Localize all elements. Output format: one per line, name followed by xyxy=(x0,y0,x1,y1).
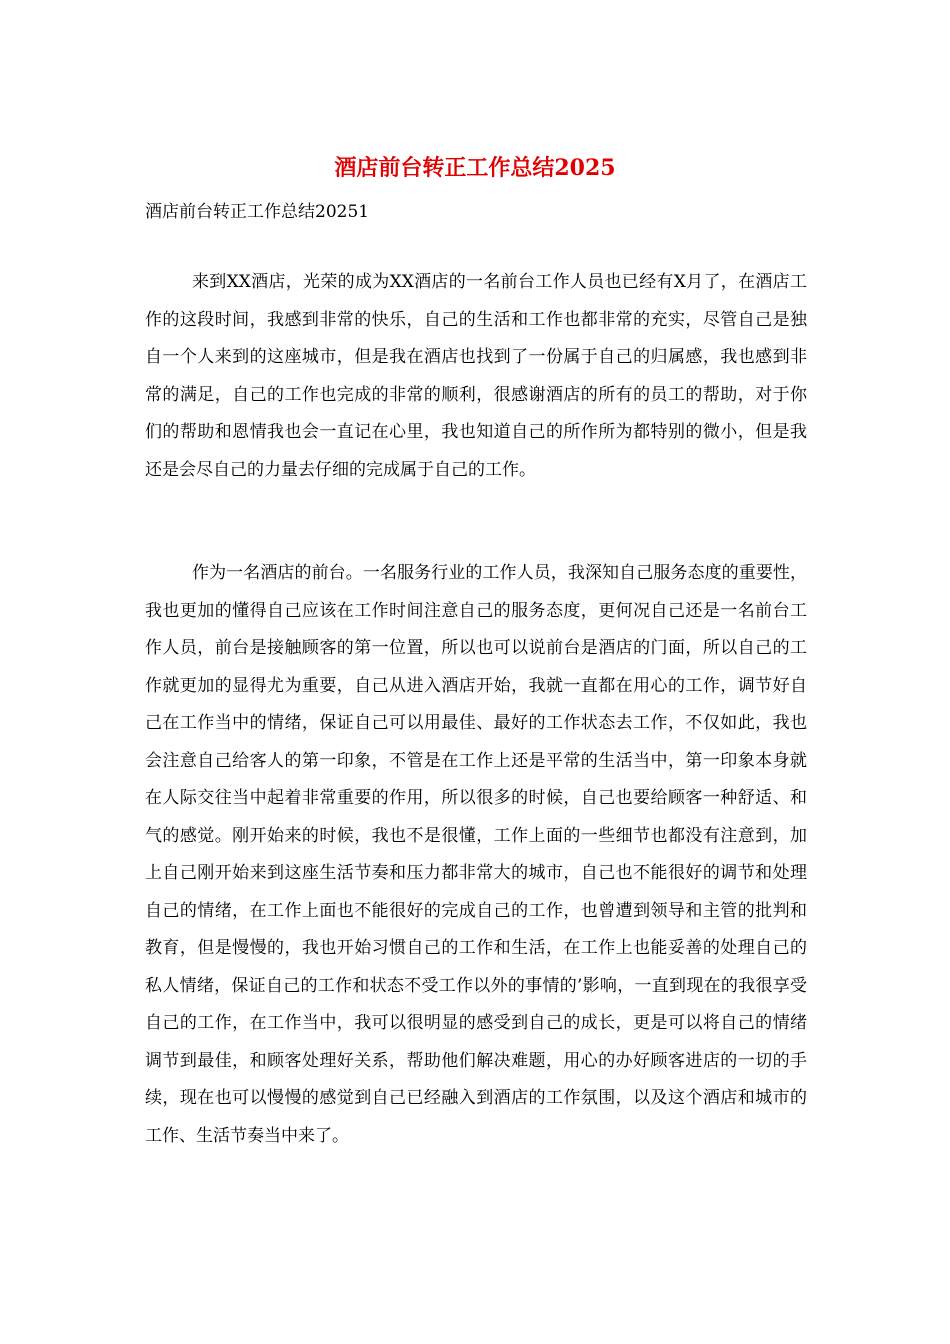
document-title: 酒店前台转正工作总结2025 xyxy=(334,155,616,181)
body-paragraph-2: 作为一名酒店的前台。一名服务行业的工作人员，我深知自己服务态度的重要性，我也更加的懂得自己应该在工作时间注意自己的服务态度，更何况自己还是一名前台工作人员，前台是接触顾客的第一位置，所以也可以说前台是酒店的门面，所以自己的工作就更加的显得尤为重要，自己从进入酒店开始，我就一直都在用心的工作，调节好自己在工作当中的情绪，保证自己可以用最佳、最好的工作状态去工作，不仅如此，我也会注意自己给客人的第一印象，不管是在工作上还是平常的生活当中，第一印象本身就在人际交往当中起着非常重要的作用，所以很多的时候，自己也要给顾客一种舒适、和气的感觉。刚开始来的时候，我也不是很懂，工作上面的一些细节也都没有注意到，加上自己刚开始来到这座生活节奏和压力都非常大的城市，自己也不能很好的调节和处理自己的情绪，在工作上面也不能很好的完成自己的工作，也曾遭到领导和主管的批判和教育，但是慢慢的，我也开始习惯自己的工作和生活，在工作上也能妥善的处理自己的私人情绪，保证自己的工作和状态不受工作以外的事情的’影响，一直到现在的我很享受自己的工作，在工作当中，我可以很明显的感受到自己的成长，更是可以将自己的情绪调节到最佳，和顾客处理好关系，帮助他们解决难题，用心的办好顾客进店的一切的手续，现在也可以慢慢的感觉到自己已经融入到酒店的工作氛围，以及这个酒店和城市的工作、生活节奏当中来了。 xyxy=(145,563,807,1146)
document-subtitle: 酒店前台转正工作总结20251 xyxy=(145,202,370,222)
body-paragraph-1: 来到XX酒店，光荣的成为XX酒店的一名前台工作人员也已经有X月了，在酒店工作的这段时间，我感到非常的快乐，自己的生活和工作也都非常的充实，尽管自己是独自一个人来到的这座城市，但是我在酒店也找到了一份属于自己的归属感，我也感到非常的满足，自己的工作也完成的非常的顺利，很感谢酒店的所有的员工的帮助，对于你们的帮助和恩情我也会一直记在心里，我也知道自己的所作所为都特别的微小，但是我还是会尽自己的力量去仔细的完成属于自己的工作。 xyxy=(145,272,807,480)
